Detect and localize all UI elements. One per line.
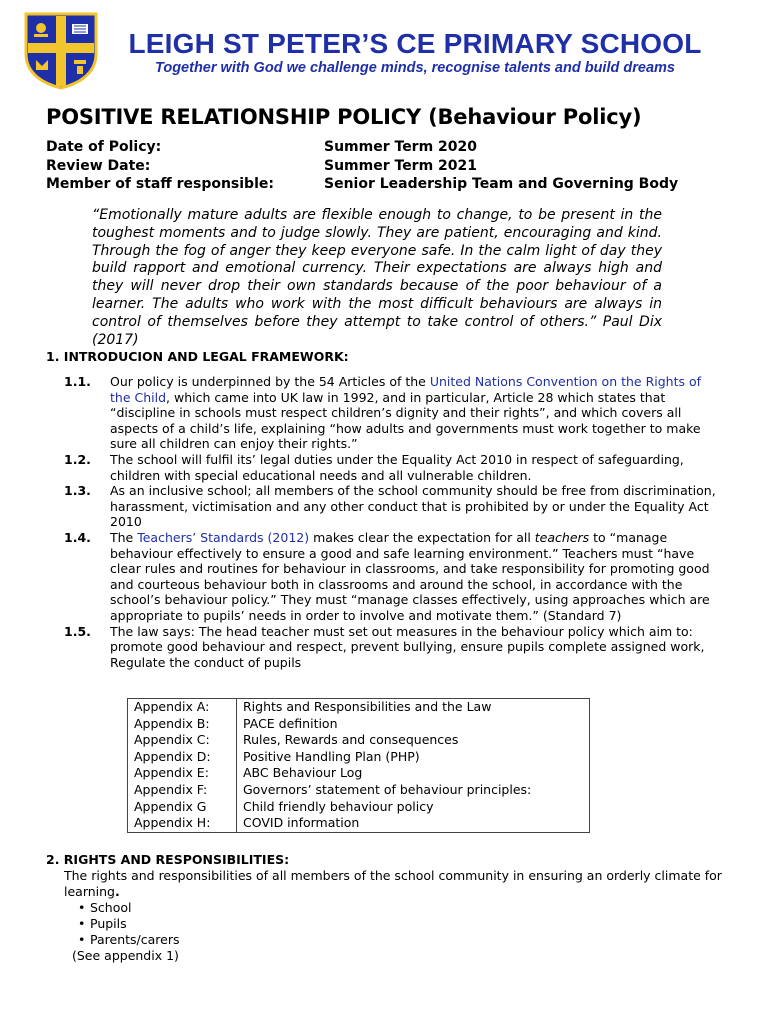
table-row — [128, 749, 590, 766]
meta-value: Summer Term 2020 — [324, 139, 478, 155]
teachers-standards-link[interactable]: Teachers’ Standards (2012) — [137, 529, 310, 545]
appendix-title: Rules, Rewards and consequences — [237, 732, 590, 749]
clause-1-1 — [64, 374, 724, 452]
school-crest-icon — [22, 10, 100, 90]
appendix-label: Appendix E: — [128, 765, 237, 782]
clause-1-4 — [64, 530, 724, 624]
appendix-title: Child friendly behaviour policy — [237, 799, 590, 816]
section-2-intro-end: . — [115, 884, 120, 899]
table-row — [128, 699, 590, 716]
meta-label: Member of staff responsible: — [46, 176, 274, 192]
meta-row-review — [46, 157, 726, 176]
clause-number: 1.5. — [64, 623, 91, 639]
clause-1-2 — [64, 452, 724, 483]
clause-text — [110, 374, 724, 452]
appendix-title: Governors’ statement of behaviour principles: — [237, 782, 590, 799]
table-row — [128, 815, 590, 832]
appendix-title: Positive Handling Plan (PHP) — [237, 749, 590, 766]
appendix-label: Appendix A: — [128, 699, 237, 716]
clause-1-3 — [64, 483, 724, 530]
appendix-title: Rights and Responsibilities and the Law — [237, 699, 590, 716]
policy-title: POSITIVE RELATIONSHIP POLICY (Behaviour Policy) — [46, 105, 642, 129]
policy-meta — [46, 138, 726, 194]
table-row — [128, 765, 590, 782]
intro-quote: “Emotionally mature adults are flexible enough to change, to be present in the toughest moments and to judge slowly. They are patient, encouraging and kind. Through the fog of anger they keep everyone safe. In the calm light of day they build rapport and emotional currency. Their expectations are always high and they will never drop their own standards because of the poor behaviour of a learner. The adults who work with the most difficult behaviours are always in control of themselves before they attempt to take control of others.” Paul Dix (2017) — [92, 207, 662, 348]
appendix-label: Appendix G — [128, 799, 237, 816]
clause-number: 1.3. — [64, 483, 91, 499]
clause-emphasis: teachers — [534, 529, 590, 545]
clause-1-5 — [64, 624, 724, 671]
school-name: LEIGH ST PETER’S CE PRIMARY SCHOOL — [128, 28, 702, 59]
appendix-label: Appendix C: — [128, 732, 237, 749]
uncrc-link[interactable]: United Nations Convention on the Rights of the Child — [110, 374, 702, 405]
clause-text: The school will fulfil its’ legal duties under the Equality Act 2010 in respect of safeguarding, children with special educational needs and all vulnerable children. — [110, 451, 684, 483]
appendix-title: PACE definition — [237, 716, 590, 733]
meta-row-staff — [46, 175, 726, 194]
table-row — [128, 716, 590, 733]
school-motto: Together with God we challenge minds, recognise talents and build dreams — [155, 60, 675, 76]
clause-text-part: to “manage behaviour effectively to ensure a good and safe learning environment.” Teachers must “have clear rules and routines for behaviour in classrooms, and take responsibility for promoting good and courteous behaviour both in classrooms and around the school, in accordance with the school’s behaviour policy.” They must “manage classes effectively, using approaches which are appropriate to pupils’ needs in order to involve and motivate them.” (Standard 7) — [110, 529, 710, 623]
list-item: • Parents/carers — [90, 932, 734, 948]
clause-text — [110, 530, 724, 624]
section-2-heading: 2. RIGHTS AND RESPONSIBILITIES: — [46, 852, 290, 867]
clause-text-part: makes clear the expectation for all — [309, 529, 535, 545]
appendix-label: Appendix B: — [128, 716, 237, 733]
meta-value: Summer Term 2021 — [324, 157, 478, 174]
clause-text: As an inclusive school; all members of the school community should be free from discrimination, harassment, victimisation and any other conduct that is prohibited by or under the Equality Act 2010 — [110, 483, 716, 530]
appendix-label: Appendix F: — [128, 782, 237, 799]
clause-text-part: The — [110, 529, 138, 545]
meta-label: Review Date: — [46, 157, 151, 174]
meta-row-date — [46, 138, 726, 157]
section-1-heading: 1. INTRODUCION AND LEGAL FRAMEWORK: — [46, 349, 349, 364]
section-2-intro-text: The rights and responsibilities of all members of the school community in ensuring an orderly climate for learning — [64, 868, 722, 899]
section-1-clauses — [64, 374, 724, 670]
list-item: • School — [90, 900, 734, 916]
clause-text-part: , which came into UK law in 1992, and in particular, Article 28 which states that “discipline in schools must respect children’s dignity and their rights”, and which covers all aspects of a child’s life, explaining “how adults and governments must work together to make sure all children can enjoy their rights.” — [110, 389, 701, 452]
clause-number: 1.4. — [64, 529, 91, 545]
appendix-title: COVID information — [237, 815, 590, 832]
table-row — [128, 732, 590, 749]
appendix-label: Appendix H: — [128, 815, 237, 832]
section-2-body — [64, 868, 734, 964]
meta-value: Senior Leadership Team and Governing Body — [324, 176, 679, 192]
table-row — [128, 799, 590, 816]
clause-number: 1.1. — [64, 374, 91, 389]
responsibility-list — [64, 900, 734, 948]
clause-text: The law says: The head teacher must set out measures in the behaviour policy which aim to: promote good behaviour and respect, prevent bullying, ensure pupils complete assigned work, Regulate the conduct of pupils — [110, 623, 705, 670]
meta-label: Date of Policy: — [46, 139, 162, 155]
clause-number: 1.2. — [64, 451, 91, 467]
list-item: • Pupils — [90, 916, 734, 932]
appendix-title: ABC Behaviour Log — [237, 765, 590, 782]
appendix-label: Appendix D: — [128, 749, 237, 766]
table-row — [128, 782, 590, 799]
clause-text-part: Our policy is underpinned by the 54 Articles of the — [110, 374, 430, 389]
section-2-intro — [64, 868, 734, 900]
appendix-table — [127, 698, 590, 833]
see-appendix-note: (See appendix 1) — [72, 948, 179, 963]
